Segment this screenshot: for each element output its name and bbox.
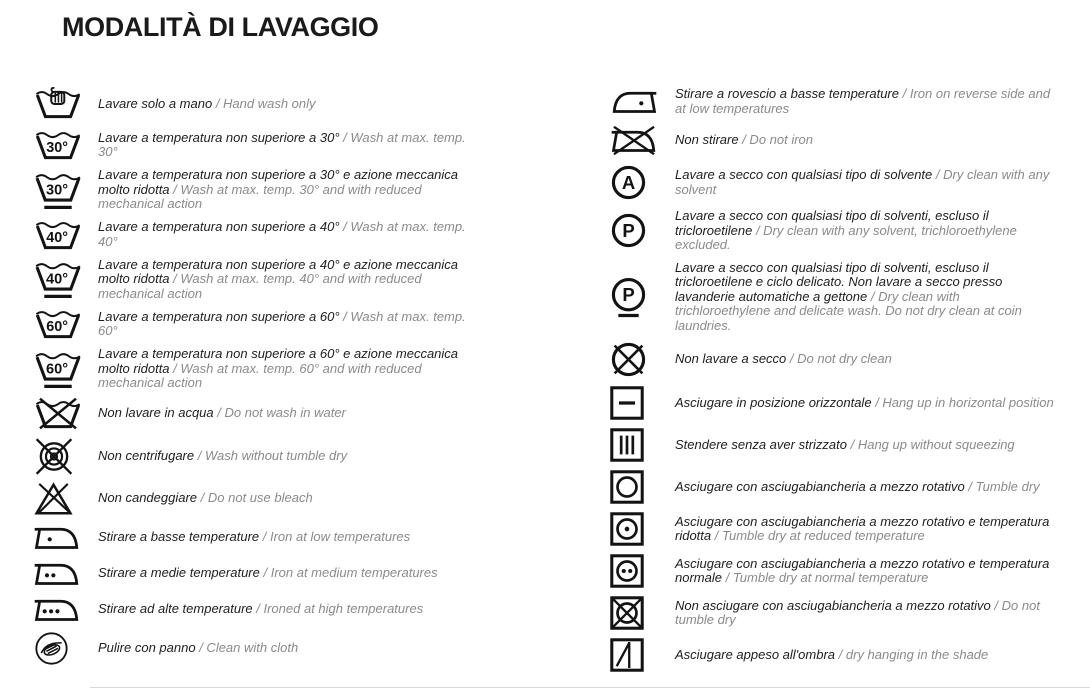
label-english: / Hang up in horizontal position bbox=[875, 394, 1054, 410]
care-symbol-row bbox=[33, 86, 553, 122]
dry-clean-p-icon bbox=[610, 212, 675, 249]
svg-text:30°: 30° bbox=[46, 182, 69, 199]
do-not-wring-icon bbox=[33, 437, 98, 476]
label-italian: Non stirare bbox=[675, 132, 739, 148]
care-symbol-label bbox=[98, 406, 480, 421]
svg-text:A: A bbox=[621, 171, 636, 193]
care-symbol-label bbox=[98, 449, 480, 464]
do-not-iron-icon bbox=[610, 125, 675, 156]
label-italian: Asciugare con asciugabiancheria a mezzo rotativo e temperatura normale bbox=[675, 555, 1050, 585]
do-not-dry-clean-icon bbox=[610, 341, 675, 378]
tumble-dry-icon bbox=[610, 470, 675, 504]
care-symbol-label bbox=[98, 566, 480, 581]
label-italian: Lavare a temperatura non superiore a 40° e azione meccanica molto ridotta bbox=[98, 256, 459, 286]
care-symbol-label bbox=[98, 131, 480, 160]
care-symbol-row bbox=[33, 558, 553, 589]
label-english: / Wash at max. temp. 40° and with reduced mechanical action bbox=[98, 271, 422, 301]
label-english: / Do not wash in water bbox=[217, 405, 346, 421]
care-symbol-row bbox=[610, 164, 1080, 201]
wash-40-icon bbox=[33, 217, 98, 253]
care-symbol-row bbox=[33, 258, 553, 302]
label-italian: Lavare a secco con qualsiasi tipo di solventi, escluso il tricloroetilene bbox=[675, 208, 989, 238]
do-not-wash-icon bbox=[33, 396, 98, 432]
svg-text:30°: 30° bbox=[46, 140, 68, 157]
label-italian: Lavare a temperatura non superiore a 40° bbox=[98, 219, 340, 234]
care-symbol-row bbox=[33, 347, 553, 391]
label-english: / Tumble dry bbox=[968, 478, 1040, 494]
iron-medium-icon bbox=[33, 558, 98, 589]
care-symbol-row bbox=[33, 306, 553, 342]
tumble-dry-reduced-icon bbox=[610, 512, 675, 546]
hang-without-squeezing-icon bbox=[610, 428, 675, 462]
label-italian: Lavare a temperatura non superiore a 30° e azione meccanica molto ridotta bbox=[98, 167, 459, 197]
label-english: / Clean with cloth bbox=[199, 639, 299, 655]
care-symbol-label bbox=[675, 133, 1057, 148]
care-symbol-label bbox=[675, 352, 1057, 367]
care-symbol-row bbox=[33, 522, 553, 553]
label-english: / Iron on reverse side and at low temperatures bbox=[675, 86, 1051, 116]
care-symbol-row bbox=[33, 594, 553, 625]
label-english: / dry hanging in the shade bbox=[838, 646, 989, 662]
wash-40-reduced-icon bbox=[33, 258, 98, 300]
care-symbols-columns bbox=[33, 86, 1080, 680]
care-symbol-label bbox=[675, 87, 1057, 116]
care-symbol-label bbox=[98, 602, 480, 617]
care-symbol-row bbox=[33, 630, 553, 667]
label-italian: Stirare ad alte temperature bbox=[98, 600, 253, 616]
hand-wash-icon bbox=[33, 86, 98, 122]
care-symbol-label bbox=[98, 641, 480, 656]
svg-text:60°: 60° bbox=[46, 361, 69, 378]
wash-60-icon bbox=[33, 306, 98, 342]
care-symbol-row bbox=[33, 396, 553, 432]
dry-horizontal-icon bbox=[610, 386, 675, 420]
wash-30-icon bbox=[33, 127, 98, 163]
label-italian: Pulire con panno bbox=[98, 639, 196, 655]
care-symbol-row bbox=[33, 127, 553, 163]
svg-text:P: P bbox=[622, 220, 635, 242]
care-symbol-label bbox=[675, 168, 1057, 197]
label-english: / Wash at max. temp. 30° bbox=[98, 129, 466, 159]
care-symbol-label bbox=[675, 599, 1057, 628]
svg-text:40°: 40° bbox=[46, 229, 68, 246]
care-symbol-label bbox=[98, 258, 480, 302]
care-symbol-row bbox=[33, 168, 553, 212]
label-italian: Lavare a temperatura non superiore a 30° bbox=[98, 129, 340, 145]
care-symbol-row bbox=[610, 428, 1080, 462]
care-symbol-label bbox=[98, 347, 480, 391]
label-italian: Non lavare in acqua bbox=[98, 405, 214, 421]
label-english: / Wash without tumble dry bbox=[197, 447, 348, 463]
label-italian: Asciugare con asciugabiancheria a mezzo rotativo e temperatura ridotta bbox=[675, 513, 1050, 543]
label-italian: Non candeggiare bbox=[98, 490, 198, 506]
care-symbol-label bbox=[98, 97, 480, 112]
care-symbol-label bbox=[98, 310, 480, 339]
label-italian: Stirare a rovescio a basse temperature bbox=[675, 86, 899, 101]
label-italian: Non lavare a secco bbox=[675, 351, 787, 367]
label-english: / Dry clean with trichloroethylene and delicate wash. Do not dry clean at coin laundries. bbox=[675, 288, 1022, 333]
care-symbol-label bbox=[98, 168, 480, 212]
dry-clean-p-delicate-icon bbox=[610, 276, 675, 318]
do-not-bleach-icon bbox=[33, 481, 98, 517]
care-symbol-label bbox=[675, 261, 1057, 334]
care-symbol-row bbox=[610, 341, 1080, 378]
care-symbol-label bbox=[98, 530, 480, 545]
care-symbol-row bbox=[610, 512, 1080, 546]
svg-text:P: P bbox=[622, 283, 635, 305]
label-italian: Lavare a temperatura non superiore a 60° e azione meccanica molto ridotta bbox=[98, 346, 459, 376]
label-english: / Dry clean with any solvent bbox=[675, 167, 1050, 197]
care-symbols-column-right bbox=[610, 86, 1080, 680]
svg-text:40°: 40° bbox=[46, 271, 69, 288]
care-symbol-label bbox=[675, 438, 1057, 453]
clean-with-cloth-icon bbox=[33, 630, 98, 667]
care-symbol-row bbox=[610, 596, 1080, 630]
label-italian: Stirare a medie temperature bbox=[98, 564, 260, 580]
label-italian: Non centrifugare bbox=[98, 447, 195, 463]
label-italian: Asciugare in posizione orizzontale bbox=[675, 394, 872, 410]
footer-divider bbox=[90, 687, 1090, 688]
label-english: / Wash at max. temp. 60° bbox=[98, 308, 466, 338]
label-italian: Lavare a secco con qualsiasi tipo di solventi, escluso il tricloroetilene e ciclo delicato. Non lavare a secco presso lavanderie automatiche a gettone bbox=[675, 259, 1003, 304]
care-symbol-row bbox=[610, 554, 1080, 588]
page-title: MODALITÀ DI LAVAGGIO bbox=[62, 12, 379, 42]
label-italian: Stirare a basse temperature bbox=[98, 528, 260, 544]
tumble-dry-normal-icon bbox=[610, 554, 675, 588]
label-english: / Dry clean with any solvent, trichloroethylene excluded. bbox=[675, 222, 1017, 252]
label-english: / Tumble dry at normal temperature bbox=[725, 570, 929, 585]
label-italian: Asciugare appeso all'ombra bbox=[675, 646, 836, 662]
wash-60-reduced-icon bbox=[33, 348, 98, 390]
label-italian: Asciugare con asciugabiancheria a mezzo rotativo bbox=[675, 478, 965, 494]
care-symbol-label bbox=[675, 480, 1057, 495]
label-english: / Iron at medium temperatures bbox=[263, 564, 438, 580]
dry-in-shade-icon bbox=[610, 638, 675, 672]
care-symbol-row bbox=[610, 470, 1080, 504]
label-english: / Hang up without squeezing bbox=[850, 436, 1015, 452]
label-english: / Wash at max. temp. 30° and with reduced mechanical action bbox=[98, 181, 422, 211]
iron-low-icon bbox=[33, 522, 98, 553]
label-english: / Do not dry clean bbox=[789, 351, 892, 367]
iron-reverse-icon bbox=[610, 86, 675, 117]
care-symbol-label bbox=[675, 557, 1057, 586]
care-symbol-label bbox=[675, 648, 1057, 663]
label-italian: Lavare a secco con qualsiasi tipo di solvente bbox=[675, 167, 933, 182]
label-english: / Hand wash only bbox=[215, 95, 316, 111]
label-english: / Do not tumble dry bbox=[675, 597, 1040, 627]
care-symbol-label bbox=[675, 209, 1057, 253]
wash-30-reduced-icon bbox=[33, 169, 98, 211]
care-symbol-label bbox=[98, 491, 480, 506]
care-symbol-row bbox=[610, 125, 1080, 156]
dry-clean-a-icon bbox=[610, 164, 675, 201]
care-symbol-row bbox=[610, 209, 1080, 253]
label-english: / Ironed at high temperatures bbox=[256, 600, 424, 616]
label-english: / Tumble dry at reduced temperature bbox=[714, 528, 925, 543]
care-symbol-label bbox=[675, 515, 1057, 544]
do-not-tumble-dry-icon bbox=[610, 596, 675, 630]
care-symbol-row bbox=[610, 86, 1080, 117]
care-symbol-row bbox=[610, 386, 1080, 420]
label-english: / Wash at max. temp. 40° bbox=[98, 219, 466, 249]
care-symbol-row bbox=[610, 261, 1080, 334]
label-english: / Iron at low temperatures bbox=[262, 528, 411, 544]
care-symbol-row bbox=[33, 437, 553, 476]
iron-high-icon bbox=[33, 594, 98, 625]
svg-text:60°: 60° bbox=[46, 319, 68, 336]
label-english: / Do not iron bbox=[742, 132, 814, 148]
care-symbols-column-left bbox=[33, 86, 553, 680]
label-english: / Do not use bleach bbox=[200, 490, 313, 506]
care-symbol-label bbox=[675, 396, 1057, 411]
label-italian: Non asciugare con asciugabiancheria a mezzo rotativo bbox=[675, 597, 991, 613]
care-symbol-row bbox=[33, 481, 553, 517]
label-italian: Lavare a temperatura non superiore a 60° bbox=[98, 308, 340, 324]
label-english: / Wash at max. temp. 60° and with reduced mechanical action bbox=[98, 360, 422, 390]
care-symbol-row bbox=[610, 638, 1080, 672]
label-italian: Lavare solo a mano bbox=[98, 95, 213, 111]
care-symbol-label bbox=[98, 220, 480, 249]
label-italian: Stendere senza aver strizzato bbox=[675, 436, 847, 452]
care-symbol-row bbox=[33, 217, 553, 253]
